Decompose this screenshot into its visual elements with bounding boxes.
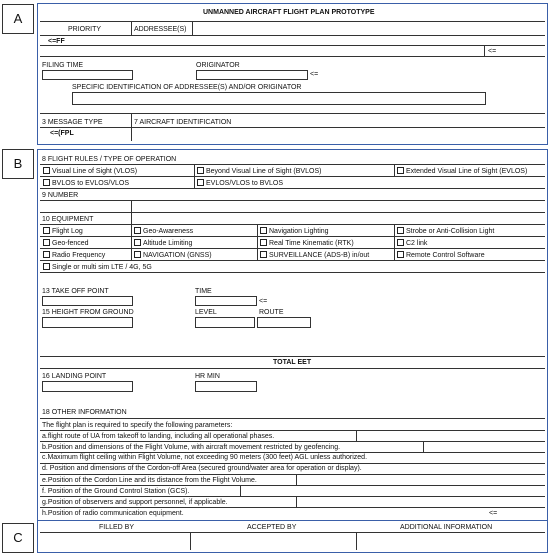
height-label: 15 HEIGHT FROM GROUND [42,309,134,316]
accepted-by-label: ACCEPTED BY [247,524,297,531]
section-label-a: A [2,4,34,34]
form-title: UNMANNED AIRCRAFT FLIGHT PLAN PROTOTYPE [203,9,375,16]
equipment-label: 10 EQUIPMENT [42,216,94,223]
landing-label: 16 LANDING POINT [42,373,107,380]
filing-time-field[interactable] [42,70,133,80]
other-line-f: f. Position of the Ground Control Station (GCS). [42,488,190,495]
other-info-end-marker: <= [489,510,498,517]
equip-navigation-lighting[interactable]: Navigation Lighting [260,227,329,236]
section-label-c: C [2,523,34,553]
other-line-h: h.Position of radio communication equipment. [42,510,184,517]
rule-vlos[interactable]: Visual Line of Sight (VLOS) [43,167,137,176]
equip-rtk[interactable]: Real Time Kinematic (RTK) [260,239,354,248]
equip-adsb[interactable]: SURVEILLANCE (ADS-B) in/out [260,251,369,260]
other-line-d: d. Position and dimensions of the Cordon-off Area (secured ground/water area for operation or display). [42,465,362,472]
equip-geo-fenced[interactable]: Geo-fenced [43,239,89,248]
originator-end-marker: <= [310,71,319,78]
equip-radio-frequency[interactable]: Radio Frequency [43,251,105,260]
remote-control-checkbox[interactable] [397,251,404,258]
addressee-end-marker: <= [488,48,497,55]
equip-c2-link[interactable]: C2 link [397,239,427,248]
geo-fenced-checkbox[interactable] [43,239,50,246]
rule-evlos-to-bvlos[interactable]: EVLOS/VLOS to BVLOS [197,179,283,188]
time-label: TIME [195,288,212,295]
other-line-intro: The flight plan is required to specify the following parameters: [42,422,233,429]
strobe-checkbox[interactable] [397,227,404,234]
rule-evlos[interactable]: Extended Visual Line of Sight (EVLOS) [397,167,527,176]
bvlos-to-evlos-checkbox[interactable] [43,179,50,186]
priority-label: PRIORITY [68,26,102,33]
aircraft-id-label: 7 AIRCRAFT IDENTIFICATION [134,119,232,126]
level-label: LEVEL [195,309,217,316]
adsb-checkbox[interactable] [260,251,267,258]
equip-flight-log[interactable]: Flight Log [43,227,83,236]
rule-bvlos-to-evlos[interactable]: BVLOS to EVLOS/VLOS [43,179,129,188]
equip-strobe[interactable]: Strobe or Anti-Collision Light [397,227,494,236]
equip-gnss[interactable]: NAVIGATION (GNSS) [134,251,212,260]
filled-by-label: FILLED BY [99,524,135,531]
route-field[interactable] [257,317,311,328]
message-type-label: 3 MESSAGE TYPE [42,119,103,126]
total-eet-label: TOTAL EET [273,359,312,366]
hr-min-label: HR MIN [195,373,220,380]
originator-label: ORIGINATOR [196,62,240,69]
height-field[interactable] [42,317,133,328]
other-line-c: c.Maximum flight ceiling within Flight Volume, not exceeding 90 meters (300 feet) AGL unless authorized. [42,454,368,461]
gnss-checkbox[interactable] [134,251,141,258]
additional-info-label: ADDITIONAL INFORMATION [400,524,493,531]
other-line-a: a.flight route of UA from takeoff to landing, including all operational phases. [42,433,275,440]
equip-lte[interactable]: Single or multi sim LTE / 4G, 5G [43,263,152,272]
equip-altitude-limiting[interactable]: Altitude Limiting [134,239,192,248]
lte-checkbox[interactable] [43,263,50,270]
number-label: 9 NUMBER [42,192,79,199]
fpl-marker: <=(FPL [50,130,74,137]
filing-time-label: FILING TIME [42,62,84,69]
geo-awareness-checkbox[interactable] [134,227,141,234]
other-line-g: g.Position of observers and support personnel, if applicable. [42,499,228,506]
time-end-marker: <= [259,298,268,305]
navigation-lighting-checkbox[interactable] [260,227,267,234]
addressees-label: ADDRESSEE(S) [134,26,187,33]
vlos-checkbox[interactable] [43,167,50,174]
c2-link-checkbox[interactable] [397,239,404,246]
other-line-b: b.Position and dimensions of the Flight Volume, with aircraft movement restricted by geofencing. [42,444,341,451]
flight-log-checkbox[interactable] [43,227,50,234]
rule-bvlos[interactable]: Beyond Visual Line of Sight (BVLOS) [197,167,321,176]
level-field[interactable] [195,317,255,328]
other-line-e: e.Position of the Cordon Line and its distance from the Flight Volume. [42,477,257,484]
flight-rules-label: 8 FLIGHT RULES / TYPE OF OPERATION [42,156,177,163]
takeoff-field[interactable] [42,296,133,306]
bvlos-checkbox[interactable] [197,167,204,174]
section-label-b: B [2,149,34,179]
takeoff-label: 13 TAKE OFF POINT [42,288,109,295]
equip-remote-control[interactable]: Remote Control Software [397,251,485,260]
equip-geo-awareness[interactable]: Geo-Awareness [134,227,193,236]
landing-field[interactable] [42,381,133,392]
specific-id-label: SPECIFIC IDENTIFICATION OF ADDRESSEE(S) AND/OR ORIGINATOR [72,84,302,91]
hr-min-field[interactable] [195,381,257,392]
specific-id-field[interactable] [72,92,486,105]
ff-marker: <=FF [48,38,65,45]
time-field[interactable] [195,296,257,306]
evlos-checkbox[interactable] [397,167,404,174]
other-info-label: 18 OTHER INFORMATION [42,409,127,416]
rtk-checkbox[interactable] [260,239,267,246]
radio-frequency-checkbox[interactable] [43,251,50,258]
altitude-limiting-checkbox[interactable] [134,239,141,246]
evlos-to-bvlos-checkbox[interactable] [197,179,204,186]
originator-field[interactable] [196,70,308,80]
route-label: ROUTE [259,309,284,316]
